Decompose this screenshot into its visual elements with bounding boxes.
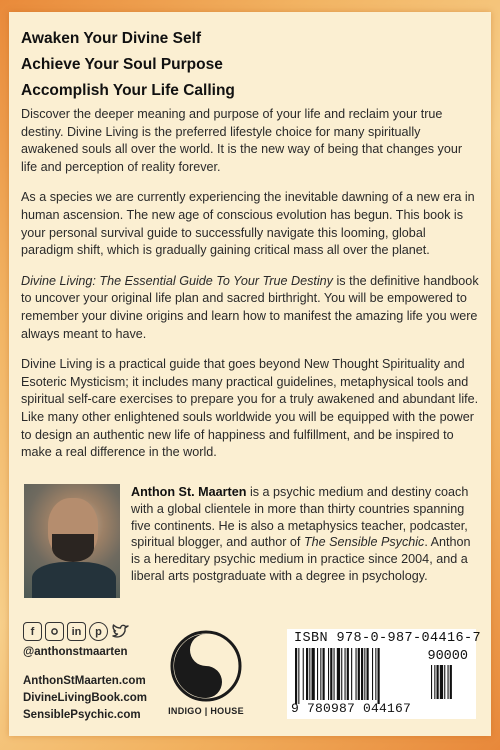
blurb xyxy=(21,106,481,475)
publisher-logo xyxy=(166,626,246,722)
publisher-logo-mark xyxy=(166,626,246,706)
instagram-icon[interactable] xyxy=(45,622,64,641)
book-title-italic: Divine Living: The Essential Guide To Your True Destiny xyxy=(21,273,333,288)
author-bio-part2: . Anthon is a hereditary psychic medium in practice since 2004, and a liberal arts postgraduate with a degree in psychology. xyxy=(131,535,471,583)
headline-1: Awaken Your Divine Self xyxy=(21,30,202,47)
blurb-paragraph-4: Divine Living is a practical guide that goes beyond New Thought Spirituality and Esoteric Mysticism; it includes many practical guidelines, metaphysical tools and spiritual self-care exercises to prepare you for a truly awakened and abundant life. Like many other enlightened souls worldwide you will be equipped with the power to design an authentic new life of happiness and fulfillment, and be inspired to make a real difference in the world. xyxy=(21,357,479,460)
headline-3: Accomplish Your Life Calling xyxy=(21,82,235,99)
blurb-paragraph-3 xyxy=(21,273,481,343)
headlines xyxy=(21,26,235,104)
social-icons xyxy=(23,622,130,641)
ean-digits: 9 780987 044167 xyxy=(291,701,412,716)
publisher-name: INDIGO | HOUSE xyxy=(168,706,244,716)
author-name: Anthon St. Maarten xyxy=(131,485,247,499)
social-handle[interactable]: @anthonstmaarten xyxy=(23,646,128,658)
twitter-icon[interactable] xyxy=(111,622,130,641)
website-link[interactable]: AnthonStMaarten.com xyxy=(23,675,146,687)
website-links xyxy=(23,673,147,724)
author-photo xyxy=(24,484,120,598)
author-book-title: The Sensible Psychic xyxy=(303,535,425,550)
website-link[interactable]: SensiblePsychic.com xyxy=(23,709,141,721)
headline-2: Achieve Your Soul Purpose xyxy=(21,56,223,73)
linkedin-icon[interactable]: in xyxy=(67,622,86,641)
pinterest-icon[interactable]: p xyxy=(89,622,108,641)
author-bio xyxy=(131,484,476,585)
isbn-barcode xyxy=(287,629,482,719)
author-bio-part1: is a psychic medium and destiny coach with a global clientele in more than thirty countries spanning five continents. He is also a metaphysics teacher, podcaster, spiritual blogger, and author of xyxy=(131,485,469,550)
blurb-paragraph-3-rest: is the definitive handbook to uncover your original life plan and sacred birthright. You will be empowered to remember your divine origins and learn how to manifest the amazing life you were always meant to have. xyxy=(21,273,479,341)
blurb-paragraph-2: As a species we are currently experiencing the inevitable dawning of a new era in human ascension. The new age of conscious evolution has begun. This book is your personal survival guide to successfully navigate this looming, global paradigm shift, which is gradually gaining critical mass all over the planet. xyxy=(21,190,475,258)
blurb-paragraph-1: Discover the deeper meaning and purpose of your life and reclaim your true destiny. Divine Living is the preferred lifestyle choice for many spiritually awakened souls all over the world. It is the new way of being that changes your life and perception of reality forever. xyxy=(21,107,463,174)
price-code: 90000 xyxy=(427,649,468,664)
isbn-label: ISBN 978-0-987-04416-7 xyxy=(294,631,482,646)
website-link[interactable]: DivineLivingBook.com xyxy=(23,692,147,704)
facebook-icon[interactable]: f xyxy=(23,622,42,641)
